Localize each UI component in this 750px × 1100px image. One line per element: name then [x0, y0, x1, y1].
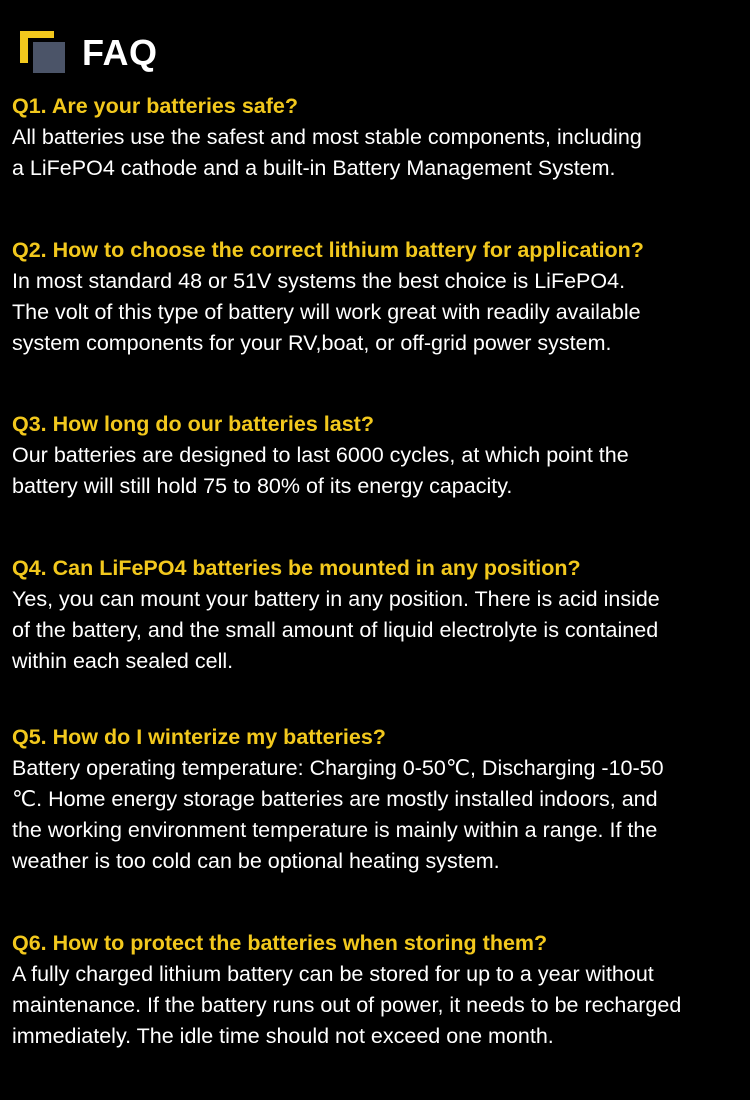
- faq-question: Q4. Can LiFePO4 batteries be mounted in any position?: [12, 556, 581, 580]
- faq-answer: [12, 440, 742, 502]
- faq-answer-line: In most standard 48 or 51V systems the best choice is LiFePO4.: [12, 269, 626, 293]
- faq-item-3: [12, 409, 742, 502]
- faq-answer-line: immediately. The idle time should not exceed one month.: [12, 1024, 554, 1048]
- faq-answer: [12, 122, 742, 184]
- logo-squares-icon: [20, 31, 66, 75]
- faq-answer: [12, 266, 742, 359]
- faq-answer-line: Battery operating temperature: Charging 0-50℃, Discharging -10-50: [12, 756, 664, 780]
- faq-answer-line: A fully charged lithium battery can be stored for up to a year without: [12, 962, 654, 986]
- faq-answer-line: within each sealed cell.: [12, 649, 234, 673]
- faq-answer-line: battery will still hold 75 to 80% of its energy capacity.: [12, 474, 513, 498]
- faq-question: Q1. Are your batteries safe?: [12, 94, 298, 118]
- faq-item-1: [12, 91, 742, 184]
- faq-answer-line: weather is too cold can be optional heating system.: [12, 849, 500, 873]
- faq-answer: [12, 959, 742, 1052]
- faq-answer-line: Our batteries are designed to last 6000 cycles, at which point the: [12, 443, 629, 467]
- faq-answer-line: ℃. Home energy storage batteries are mostly installed indoors, and: [12, 787, 658, 811]
- faq-answer: [12, 584, 742, 677]
- faq-question: Q2. How to choose the correct lithium battery for application?: [12, 238, 644, 262]
- faq-question: Q5. How do I winterize my batteries?: [12, 725, 386, 749]
- faq-answer-line: All batteries use the safest and most stable components, including: [12, 125, 642, 149]
- faq-answer-line: maintenance. If the battery runs out of power, it needs to be recharged: [12, 993, 682, 1017]
- page-title: FAQ: [82, 31, 158, 73]
- faq-answer: [12, 753, 742, 877]
- faq-answer-line: a LiFePO4 cathode and a built-in Battery Management System.: [12, 156, 616, 180]
- faq-item-4: [12, 553, 742, 677]
- faq-answer-line: of the battery, and the small amount of liquid electrolyte is contained: [12, 618, 659, 642]
- faq-question: Q6. How to protect the batteries when storing them?: [12, 931, 548, 955]
- faq-answer-line: The volt of this type of battery will work great with readily available: [12, 300, 641, 324]
- faq-answer-line: the working environment temperature is mainly within a range. If the: [12, 818, 658, 842]
- faq-item-2: [12, 235, 742, 359]
- faq-header: [20, 30, 158, 75]
- faq-answer-line: Yes, you can mount your battery in any position. There is acid inside: [12, 587, 660, 611]
- faq-item-6: [12, 928, 742, 1052]
- faq-answer-line: system components for your RV,boat, or off-grid power system.: [12, 331, 612, 355]
- faq-question: Q3. How long do our batteries last?: [12, 412, 374, 436]
- faq-item-5: [12, 722, 742, 877]
